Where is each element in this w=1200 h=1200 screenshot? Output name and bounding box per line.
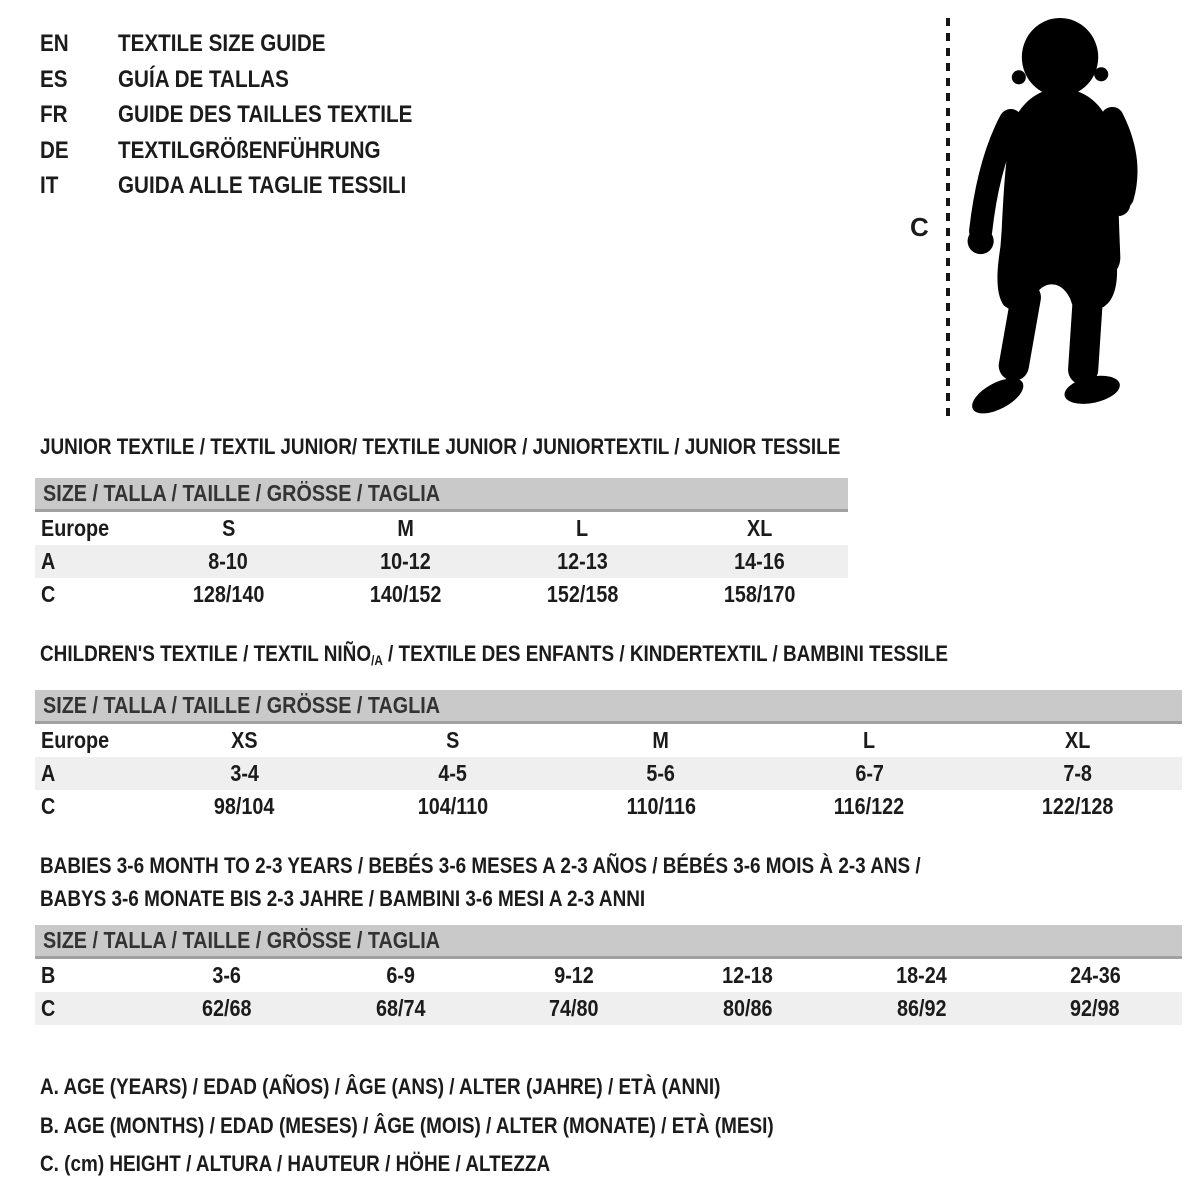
- height-measure-label: C: [910, 212, 929, 242]
- size-col: M: [397, 515, 414, 541]
- months-value: 6-9: [386, 962, 415, 988]
- nino-a-subscript: /A: [371, 652, 383, 668]
- region-label: Europe: [41, 515, 110, 541]
- children-section-title: CHILDREN'S TEXTILE / TEXTIL NIÑO/A / TEXTILE DES ENFANTS / KINDERTEXTIL / BAMBINI TESSILE: [40, 641, 948, 668]
- months-value: 3-6: [212, 962, 242, 988]
- children-columns-row: [35, 724, 1182, 757]
- legend-notes: [40, 1068, 893, 1184]
- lang-title-de: TEXTILGRÖßENFÜHRUNG: [118, 136, 381, 164]
- height-value: 128/140: [192, 581, 265, 607]
- height-value: 158/170: [723, 581, 796, 607]
- junior-table-header-bar: SIZE / TALLA / TAILLE / GRÖSSE / TAGLIA: [35, 478, 848, 512]
- height-value: 86/92: [896, 995, 947, 1021]
- age-value: 6-7: [855, 760, 884, 786]
- row-label: C: [41, 995, 56, 1021]
- row-label: A: [41, 548, 56, 574]
- size-col: L: [863, 727, 876, 753]
- lang-row-fr: [40, 97, 460, 133]
- junior-section-title: JUNIOR TEXTILE / TEXTIL JUNIOR/ TEXTILE JUNIOR / JUNIORTEXTIL / JUNIOR TESSILE: [40, 434, 841, 459]
- note-height-cm: C. (cm) HEIGHT / ALTURA / HAUTEUR / HÖHE / ALTEZZA: [40, 1151, 551, 1176]
- size-col: XL: [746, 515, 773, 541]
- size-col: XL: [1065, 727, 1091, 753]
- height-value: 104/110: [417, 793, 488, 819]
- lang-row-en: [40, 26, 460, 62]
- months-value: 9-12: [554, 962, 594, 988]
- language-legend: [40, 26, 460, 204]
- height-measure-line: [944, 16, 952, 418]
- height-value: 74/80: [549, 995, 599, 1021]
- size-col: XS: [230, 727, 258, 753]
- lang-title-it: GUIDA ALLE TAGLIE TESSILI: [118, 172, 407, 199]
- age-value: 5-6: [646, 760, 676, 786]
- height-value: 110/116: [626, 793, 696, 819]
- junior-size-table: [35, 478, 848, 611]
- height-value: 122/128: [1042, 793, 1114, 819]
- age-value: 10-12: [380, 548, 431, 574]
- size-col: S: [445, 727, 460, 753]
- row-label: A: [41, 760, 56, 786]
- height-value: 62/68: [202, 995, 252, 1021]
- age-value: 4-5: [438, 760, 467, 786]
- lang-code-it: IT: [40, 172, 59, 199]
- height-value: 92/98: [1070, 995, 1120, 1021]
- months-value: 18-24: [896, 962, 947, 988]
- size-col: S: [221, 515, 236, 541]
- children-size-table: [35, 690, 1182, 823]
- height-value: 68/74: [375, 995, 426, 1021]
- babies-section-title: BABIES 3-6 MONTH TO 2-3 YEARS / BEBÉS 3-6 MESES A 2-3 AÑOS / BÉBÉS 3-6 MOIS À 2-3 ANS / BABYS 3-6 MONATE BIS 2-3 JAHRE / BAMBINI 3-6 MESI A 2-3 ANNI: [40, 853, 921, 911]
- note-age-years: A. AGE (YEARS) / EDAD (AÑOS) / ÂGE (ANS) / ALTER (JAHRE) / ETÀ (ANNI): [40, 1074, 721, 1099]
- age-value: 7-8: [1063, 760, 1093, 786]
- row-label: C: [41, 793, 56, 819]
- lang-title-es: GUÍA DE TALLAS: [118, 65, 289, 93]
- age-value: 3-4: [229, 760, 259, 786]
- junior-height-row: [35, 578, 848, 611]
- months-value: 12-18: [722, 962, 774, 988]
- babies-size-table: [35, 925, 1182, 1025]
- age-value: 8-10: [208, 548, 249, 574]
- height-value: 140/152: [369, 581, 442, 607]
- age-value: 14-16: [734, 548, 785, 574]
- height-value: 80/86: [723, 995, 773, 1021]
- height-value: 98/104: [213, 793, 275, 819]
- size-col: L: [576, 515, 589, 541]
- months-value: 24-36: [1069, 962, 1121, 988]
- children-table-header-bar: SIZE / TALLA / TAILLE / GRÖSSE / TAGLIA: [35, 690, 1182, 724]
- babies-height-row: [35, 992, 1182, 1025]
- junior-age-row: [35, 545, 848, 578]
- row-label: B: [41, 962, 56, 988]
- height-value: 152/158: [546, 581, 619, 607]
- lang-code-de: DE: [40, 136, 69, 164]
- babies-table-header-bar: SIZE / TALLA / TAILLE / GRÖSSE / TAGLIA: [35, 925, 1182, 959]
- lang-row-de: [40, 133, 460, 169]
- note-age-months: B. AGE (MONTHS) / EDAD (MESES) / ÂGE (MOIS) / ALTER (MONATE) / ETÀ (MESI): [40, 1112, 774, 1138]
- toddler-silhouette-icon: [963, 16, 1145, 420]
- children-age-row: [35, 757, 1182, 790]
- region-label: Europe: [41, 727, 110, 753]
- babies-months-row: [35, 959, 1182, 992]
- lang-row-es: [40, 62, 460, 98]
- lang-row-it: [40, 168, 460, 204]
- children-height-row: [35, 790, 1182, 823]
- size-col: M: [652, 727, 670, 753]
- lang-code-en: EN: [40, 30, 69, 57]
- lang-code-fr: FR: [40, 101, 68, 128]
- age-value: 12-13: [557, 548, 608, 574]
- lang-title-en: TEXTILE SIZE GUIDE: [118, 30, 326, 57]
- junior-columns-row: [35, 512, 848, 545]
- lang-title-fr: GUIDE DES TAILLES TEXTILE: [118, 101, 413, 128]
- row-label: C: [41, 581, 56, 607]
- lang-code-es: ES: [40, 65, 68, 93]
- height-value: 116/122: [834, 793, 905, 819]
